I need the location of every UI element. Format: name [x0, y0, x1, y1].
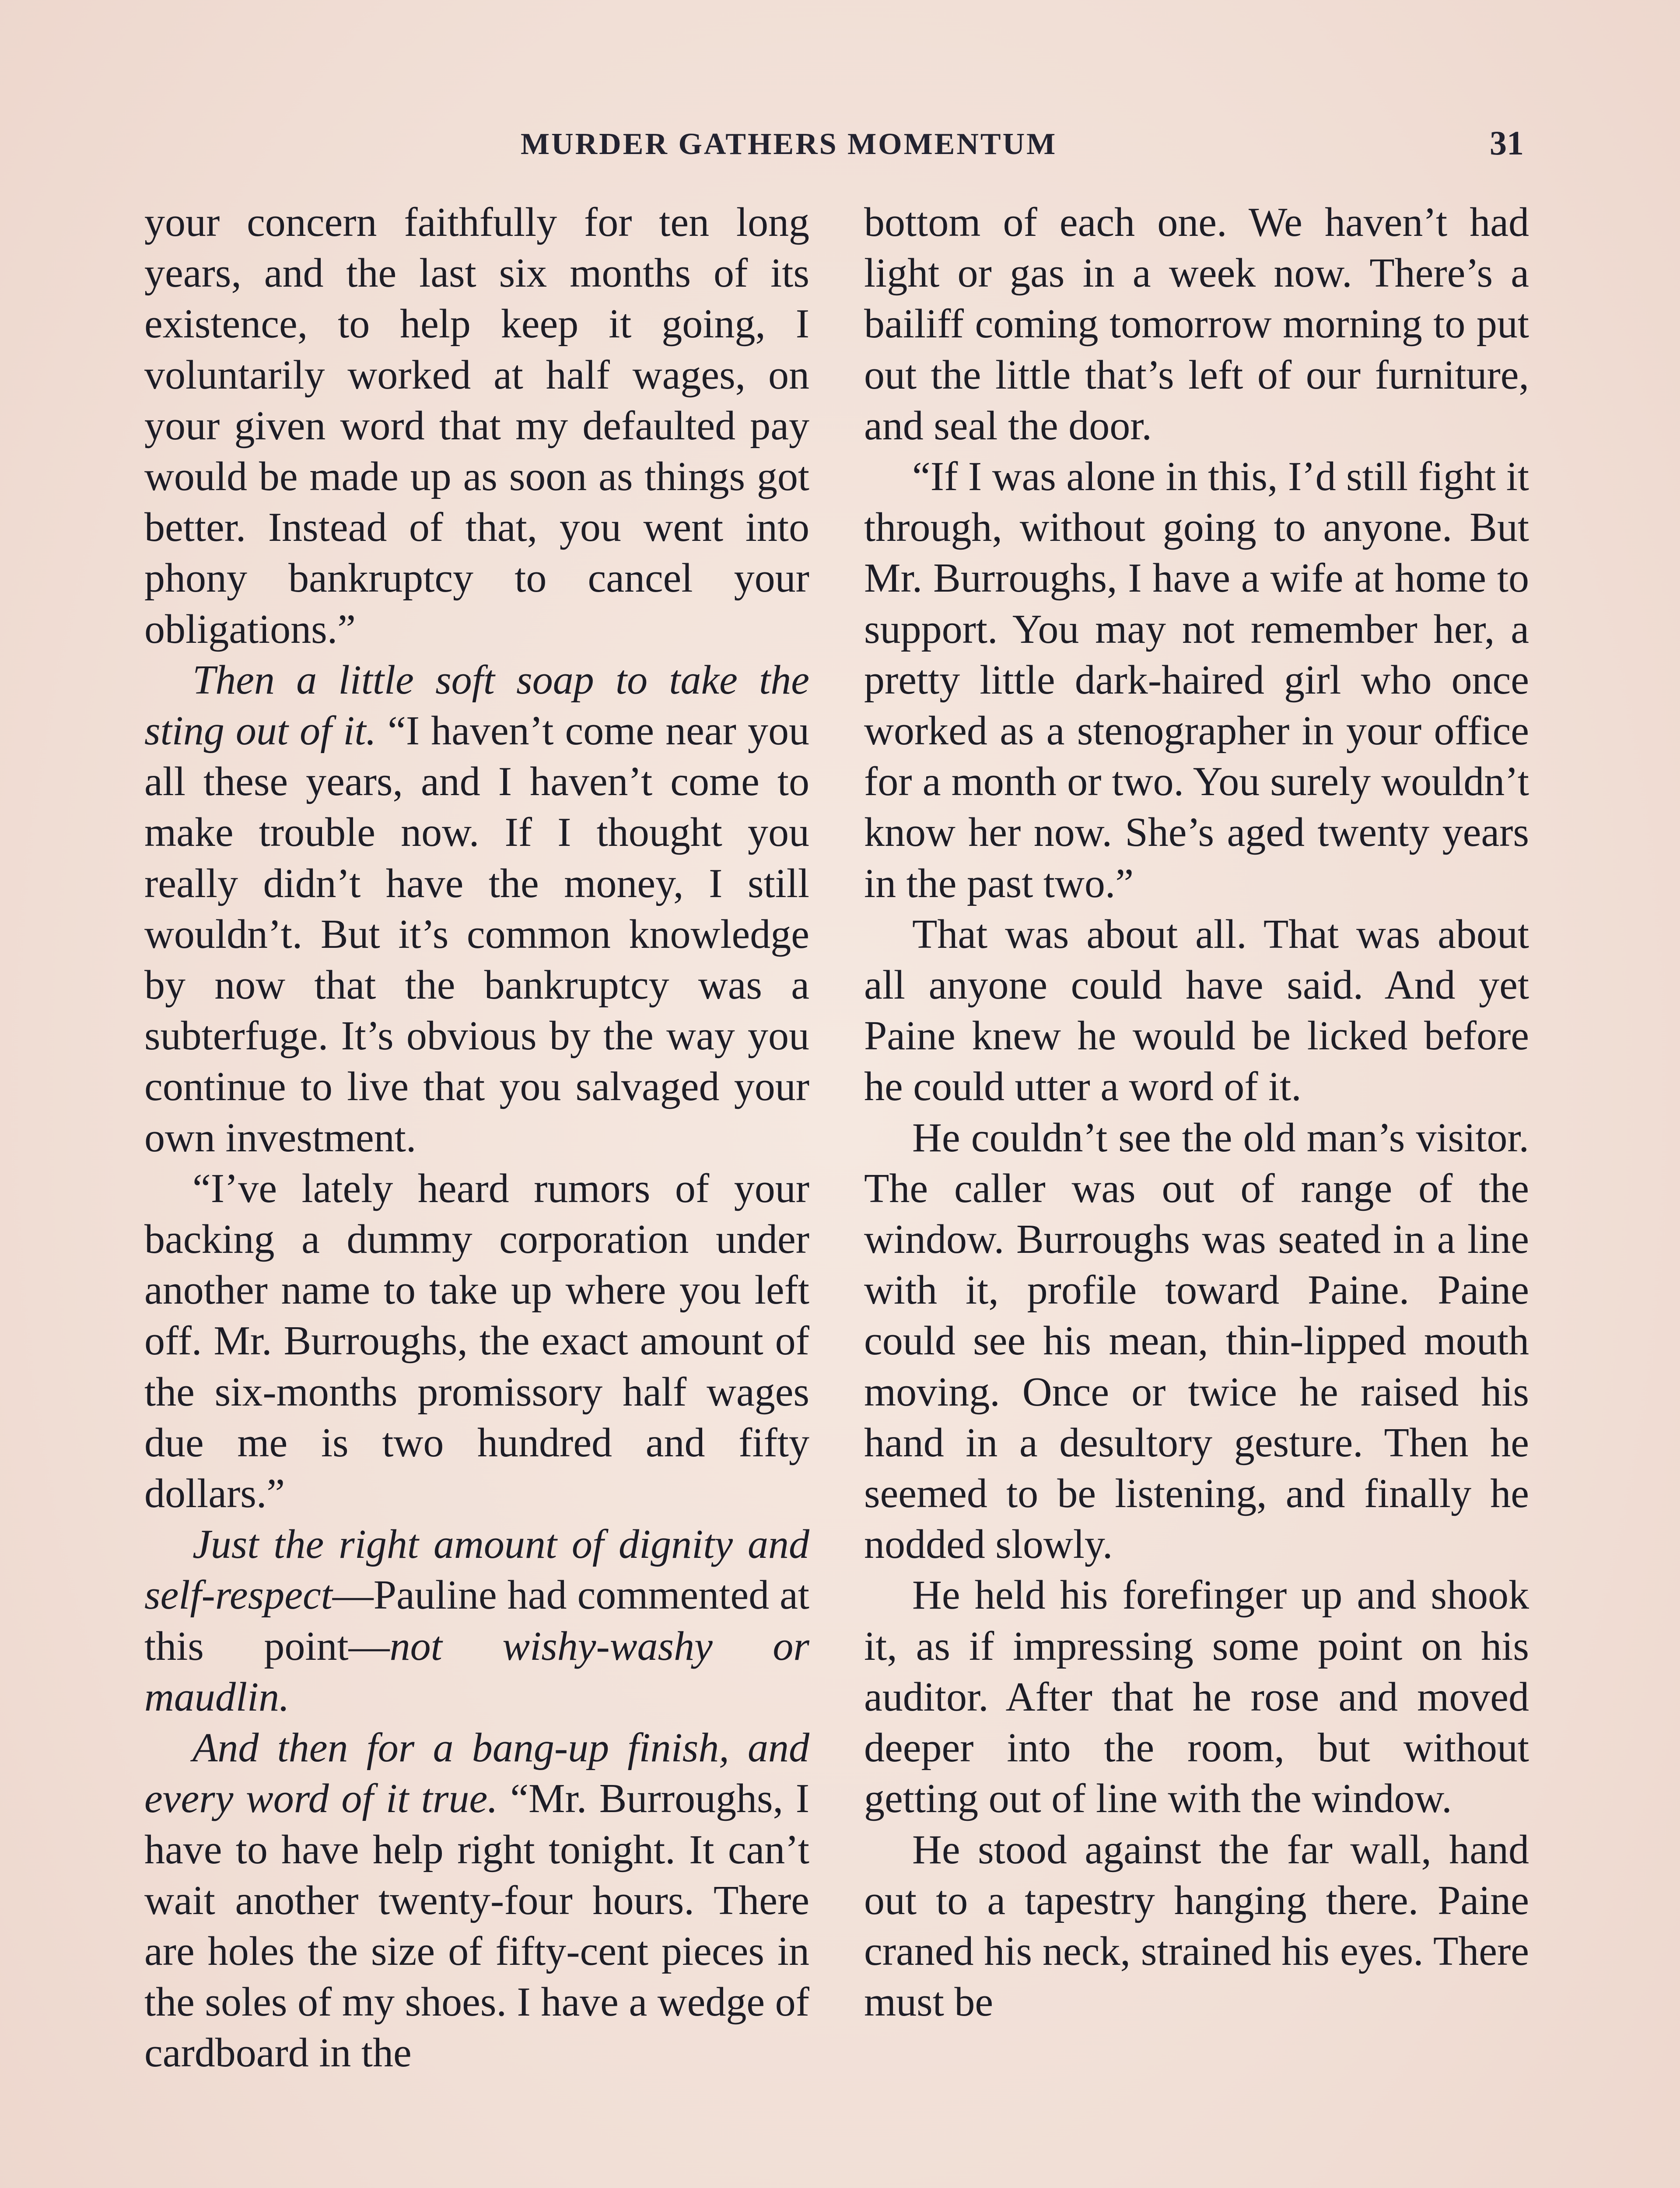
text-run: —Pauline had commented at this point— — [144, 1572, 809, 1669]
text-run: your concern faithfully for ten long years, and the last six months of its existence, to help keep it going, I voluntarily worked at half wages, on your given word that my defaulted pay would be made up as soon as things got better. Instead of that, you went into phony bankruptcy to cancel your obligations.” — [144, 200, 809, 652]
paragraph — [864, 1824, 1529, 2028]
paragraph — [144, 1163, 809, 1519]
page-number: 31 — [1490, 124, 1524, 162]
italic-text-run: Just the right amount of dignity and self-respect — [144, 1522, 809, 1618]
text-run: “Mr. Burroughs, I have to have help right tonight. It can’t wait another twenty-four hours. There are holes the size of fifty-cent pieces in the soles of my shoes. I have a wedge of cardboard in the — [144, 1776, 809, 2076]
paragraph — [864, 451, 1529, 909]
paragraph — [864, 197, 1529, 451]
text-run: “I haven’t come near you all these years, and I haven’t come to make trouble now. If I thought you really didn’t have the money, I still wouldn’t. But it’s common knowledge by now that the bankruptcy was a subterfuge. It’s obvious by the way you continue to live that you salvaged your own investment. — [144, 708, 810, 1161]
paragraph — [864, 1570, 1529, 1824]
running-title: MURDER GATHERS MOMENTUM — [521, 127, 1057, 161]
paragraph — [144, 655, 809, 1163]
text-run: bottom of each one. We haven’t had light or gas in a week now. There’s a bailiff coming tomorrow morning to put out the little that’s left of our furniture, and seal the door. — [864, 200, 1529, 449]
paragraph — [144, 1519, 809, 1722]
italic-text-run: not wishy-washy or maudlin. — [144, 1623, 809, 1720]
right-text-column — [864, 197, 1529, 2027]
italic-text-run: And then for a bang-up finish, and every word of it true. — [144, 1725, 809, 1822]
paragraph — [144, 197, 809, 655]
text-run: That was about all. That was about all anyone could have said. And yet Paine knew he would be licked before he could utter a word of it. — [864, 911, 1529, 1110]
text-run: “If I was alone in this, I’d still fight it through, without going to anyone. But Mr. Burroughs, I have a wife at home to support. You may not remember her, a pretty little dark-haired girl who once worked as a stenographer in your office for a month or two. You surely wouldn’t know her now. She’s aged twenty years in the past two.” — [864, 454, 1529, 906]
left-text-column — [144, 197, 809, 2079]
paragraph — [864, 1112, 1529, 1570]
paragraph — [864, 909, 1529, 1112]
italic-text-run: Then a little soft soap to take the sting out of it. — [144, 657, 809, 754]
text-run: He stood against the far wall, hand out to a tapestry hanging there. Paine craned his neck, strained his eyes. There must be — [864, 1827, 1529, 2025]
paragraph — [144, 1722, 809, 2078]
text-run: “I’ve lately heard rumors of your backing a dummy corporation under another name to take up where you left off. Mr. Burroughs, the exact amount of the six-months promissory half wages due me is two hundred and fifty dollars.” — [144, 1165, 809, 1517]
text-run: He couldn’t see the old man’s visitor. The caller was out of range of the window. Burroughs was seated in a line with it, profile toward Paine. Paine could see his mean, thin-lipped mouth moving. Once or twice he raised his hand in a desultory gesture. Then he seemed to be listening, and finally he nodded slowly. — [864, 1115, 1529, 1567]
text-run: He held his forefinger up and shook it, as if impressing some point on his auditor. After that he rose and moved deeper into the room, but without getting out of line with the window. — [864, 1572, 1529, 1822]
